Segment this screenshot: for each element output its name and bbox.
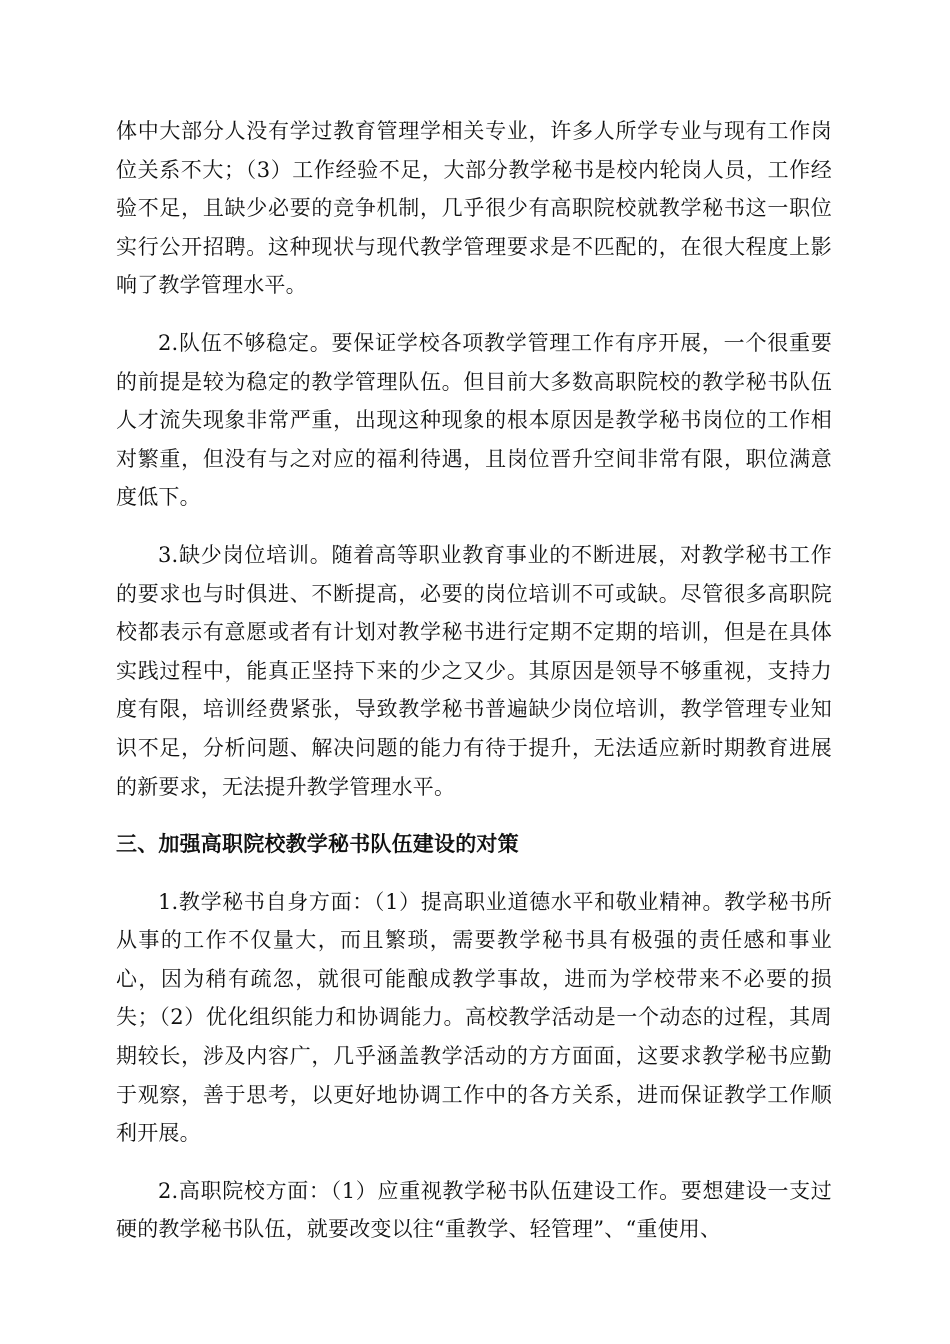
paragraph-training: 3.缺少岗位培训。随着高等职业教育事业的不断进展，对教学秘书工作的要求也与时俱进、不断提高，必要的岗位培训不可或缺。尽管很多高职院校都表示有意愿或者有计划对教学秘书进行定期不定期的培训，但是在具体实践过程中，能真正坚持下来的少之又少。其原因是领导不够重视，支持力度有限，培训经费紧张，导致教学秘书普遍缺少岗位培训，教学管理专业知识不足，分析问题、解决问题的能力有待于提升，无法适应新时期教育进展的新要求，无法提升教学管理水平。 [116,542,832,799]
paragraph-gap [116,305,832,324]
document-page [116,112,832,1249]
paragraph-college-aspect: 2.高职院校方面：（1）应重视教学秘书队伍建设工作。要想建设一支过硬的教学秘书队伍，就要改变以往“重教学、轻管理”、“重使用、 [116,1178,832,1242]
paragraph-gap [116,517,832,536]
paragraph-continuation: 体中大部分人没有学过教育管理学相关专业，许多人所学专业与现有工作岗位关系不大；（3）工作经验不足，大部分教学秘书是校内轮岗人员，工作经验不足，且缺少必要的竞争机制，几乎很少有高职院校就教学秘书这一职位实行公开招聘。这种现状与现代教学管理要求是不匹配的，在很大程度上影响了教学管理水平。 [116,119,832,298]
paragraph-team-stability: 2.队伍不够稳定。要保证学校各项教学管理工作有序开展，一个很重要的前提是较为稳定的教学管理队伍。但目前大多数高职院校的教学秘书队伍人才流失现象非常严重，出现这种现象的根本原因是教学秘书岗位的工作相对繁重，但没有与之对应的福利待遇，且岗位晋升空间非常有限，职位满意度低下。 [116,330,832,510]
paragraph-gap [116,806,832,825]
paragraph-gap [116,1153,832,1172]
section-heading: 三、加强高职院校教学秘书队伍建设的对策 [116,832,519,857]
paragraph-gap [116,864,832,883]
paragraph-self-aspect: 1.教学秘书自身方面：（1）提高职业道德水平和敬业精神。教学秘书所从事的工作不仅量大，而且繁琐，需要教学秘书具有极强的责任感和事业心，因为稍有疏忽，就很可能酿成教学事故，进而为学校带来不必要的损失；（2）优化组织能力和协调能力。高校教学活动是一个动态的过程，其周期较长，涉及内容广，几乎涵盖教学活动的方方面面，这要求教学秘书应勤于观察，善于思考，以更好地协调工作中的各方关系，进而保证教学工作顺利开展。 [116,889,832,1146]
